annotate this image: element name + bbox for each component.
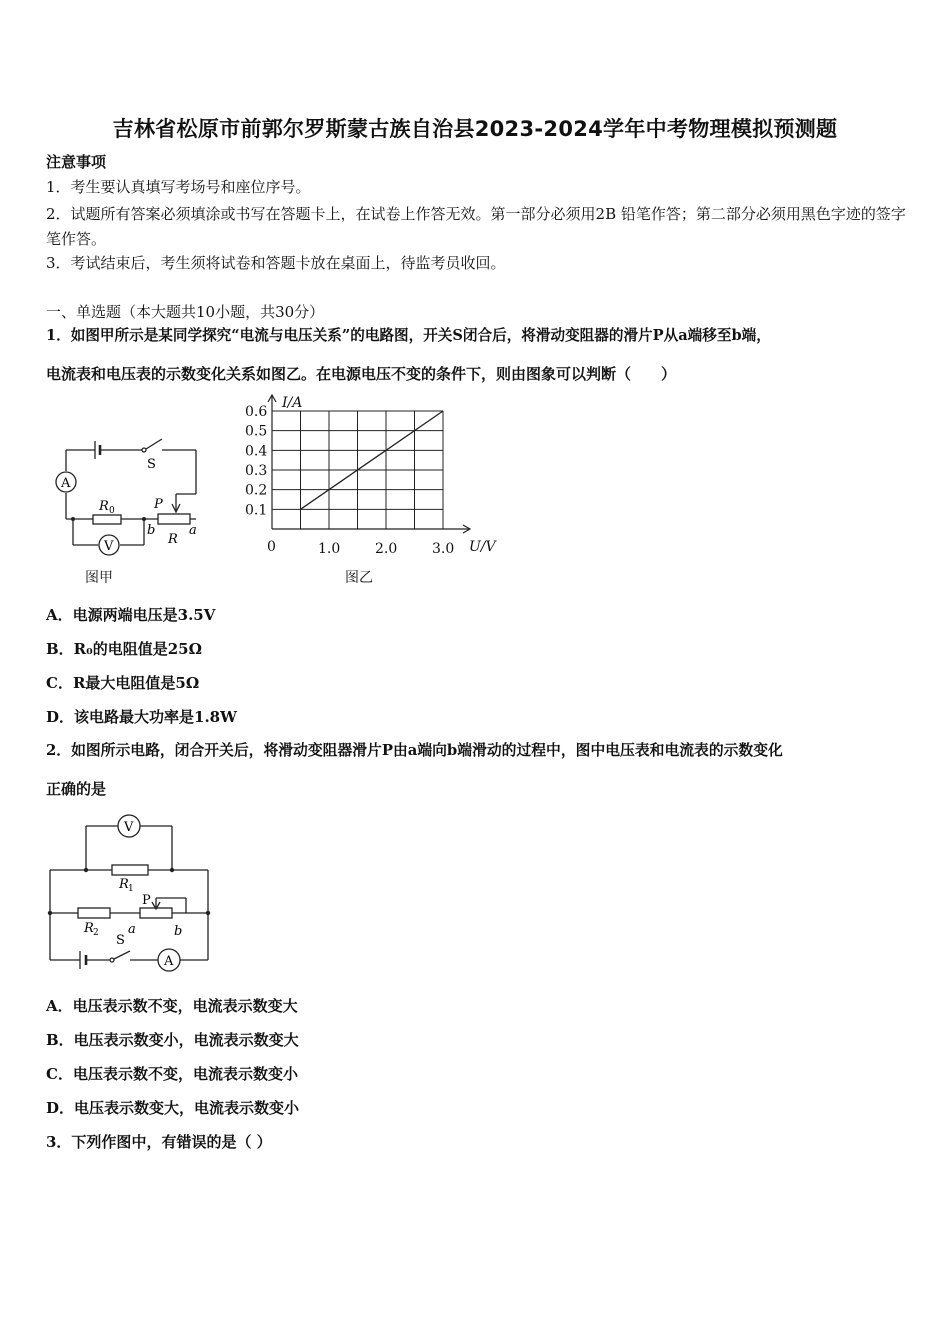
x-tick-label: 2.0 [375,541,398,557]
q1-option-a: A．电源两端电压是3.5V [46,606,216,624]
notice-heading: 注意事项 [46,153,107,171]
x-tick-label: 3.0 [432,541,455,557]
r1-subscript: 1 [128,884,134,894]
origin-label: 0 [267,539,276,555]
q1-option-b: B．R₀的电阻值是25Ω [46,640,202,658]
q2-stem-line1: 2．如图所示电路，闭合开关后，将滑动变阻器滑片P由a端向b端滑动的过程中，图中电压表和电流表的示数变化 [46,742,783,759]
r2-label: R [84,921,94,936]
q3-stem: 3．下列作图中，有错误的是（ ） [46,1133,272,1151]
q2-option-a: A．电压表示数不变，电流表示数变大 [46,997,298,1015]
fig-b-caption: 图乙 [345,570,373,586]
x-tick-label: 1.0 [318,541,341,557]
q2-stem-line2: 正确的是 [46,780,107,798]
q2-option-b: B．电压表示数变小，电流表示数变大 [46,1031,299,1049]
end-a-label: a [189,523,197,538]
rheostat-label: R [168,532,178,547]
end-b-label: b [147,523,156,538]
y-tick-label: 0.6 [245,404,268,420]
r2-subscript: 2 [93,928,99,938]
q2-slider-label: P [142,893,151,908]
notice-item-1: 1．考生要认真填写考场号和座位序号。 [46,178,311,196]
y-tick-label: 0.1 [245,502,268,519]
q2-voltmeter-label: V [124,820,134,835]
y-tick-label: 0.3 [245,463,268,479]
q1-option-d: D．该电路最大功率是1.8W [46,708,237,726]
notice-item-3: 3．考试结束后，考生须将试卷和答题卡放在桌面上，待监考员收回。 [46,254,506,272]
x-axis-label: U/V [469,539,496,555]
y-axis-label: I/A [282,395,303,411]
q1-option-c: C．R最大电阻值是5Ω [46,674,200,692]
q2-ammeter-label: A [164,954,174,969]
q1-stem-line1: 1．如图甲所示是某同学探究“电流与电压关系”的电路图，开关S闭合后，将滑动变阻器的滑片P从a端移至b端， [46,327,771,344]
y-tick-label: 0.5 [245,423,268,440]
q2-end-b-label: b [174,924,183,939]
iu-series-line [301,411,444,509]
q1-iu-graph [236,390,502,564]
switch-label: S [147,457,156,472]
voltmeter-label: V [104,539,114,554]
q2-option-d: D．电压表示数变大，电流表示数变小 [46,1099,300,1117]
q1-circuit-diagram [46,432,216,562]
exam-title: 吉林省松原市前郭尔罗斯蒙古族自治县2023-2024学年中考物理模拟预测题 [112,117,838,141]
section-heading: 一、单选题（本大题共10小题，共30分） [46,303,325,321]
q2-option-c: C．电压表示数不变，电流表示数变小 [46,1065,298,1083]
r0-label: R [99,499,109,514]
ammeter-label: A [61,476,71,491]
q2-switch-label: S [116,933,125,948]
y-tick-label: 0.2 [245,482,268,499]
fig-a-caption: 图甲 [85,570,113,586]
y-tick-label: 0.4 [245,443,268,460]
r1-label: R [119,877,129,892]
q1-stem-line2: 电流表和电压表的示数变化关系如图乙。在电源电压不变的条件下，则由图象可以判断（ ） [46,365,677,383]
q2-circuit-diagram [44,812,216,974]
q2-end-a-label: a [128,922,136,937]
slider-label: P [154,497,163,512]
r0-subscript: 0 [109,506,115,516]
notice-item-2: 2．试题所有答案必须填涂或书写在答题卡上，在试卷上作答无效。第一部分必须用2B 铅笔作答；第二部分必须用黑色字迹的签字笔作答。 [46,205,906,248]
